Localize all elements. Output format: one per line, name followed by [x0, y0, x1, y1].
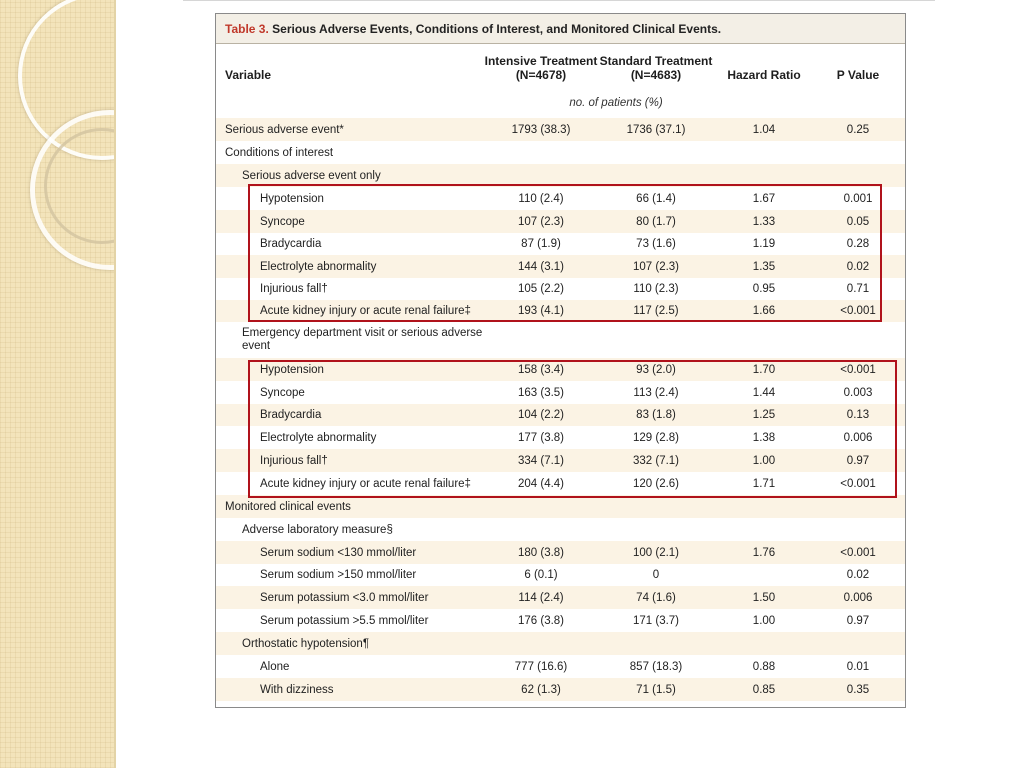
units-caption: no. of patients (%) — [569, 97, 663, 109]
p-value: <0.001 — [840, 305, 876, 317]
row-label: Syncope — [260, 215, 305, 228]
table-row — [216, 404, 905, 426]
p-value: 0.02 — [846, 260, 870, 273]
table-row — [216, 187, 905, 210]
row-label: Orthostatic hypotension¶ — [242, 637, 369, 650]
intensive-value: 6 (0.1) — [524, 569, 558, 581]
standard-value: 129 (2.8) — [632, 431, 680, 444]
row-label: Injurious fall† — [260, 454, 328, 467]
row-label: Injurious fall† — [260, 283, 328, 295]
p-value: 0.006 — [843, 591, 873, 604]
hazard-ratio-value: 1.70 — [752, 363, 776, 376]
standard-value: 73 (1.6) — [636, 238, 676, 250]
standard-value: 857 (18.3) — [629, 660, 683, 673]
header-standard-line2: (N=4683) — [630, 68, 682, 82]
p-value: 0.25 — [846, 123, 870, 136]
intensive-value: 105 (2.2) — [517, 283, 565, 295]
table-row — [216, 358, 905, 381]
row-label: Electrolyte abnormality — [260, 260, 377, 273]
row-label: Monitored clinical events — [225, 500, 351, 513]
intensive-value: 87 (1.9) — [521, 238, 561, 250]
table-row — [216, 141, 905, 164]
intensive-value: 177 (3.8) — [517, 431, 565, 444]
header-intensive-line1: Intensive Treatment — [484, 54, 598, 68]
intensive-value: 104 (2.2) — [517, 409, 565, 421]
row-label: Bradycardia — [260, 238, 322, 250]
table-title — [216, 14, 905, 44]
hazard-ratio-value: 1.76 — [752, 546, 776, 559]
intensive-value: 114 (2.4) — [518, 591, 564, 604]
standard-value: 66 (1.4) — [636, 192, 676, 205]
table-number: Table 3. — [225, 22, 269, 36]
header-p-value: P Value — [836, 68, 880, 82]
p-value: 0.01 — [846, 660, 870, 673]
row-label: Hypotension — [260, 192, 324, 205]
p-value: 0.97 — [846, 614, 870, 627]
p-value: 0.02 — [846, 569, 870, 581]
header-intensive-line2: (N=4678) — [515, 68, 567, 82]
standard-value: 71 (1.5) — [636, 683, 676, 696]
row-label: Serum sodium >150 mmol/liter — [260, 569, 417, 581]
hazard-ratio-value: 1.66 — [752, 305, 776, 317]
intensive-value: 204 (4.4) — [517, 477, 565, 490]
standard-value: 100 (2.1) — [632, 546, 680, 559]
table-row — [216, 381, 905, 404]
p-value: <0.001 — [840, 477, 876, 490]
standard-value: 93 (2.0) — [636, 363, 676, 376]
header-variable: Variable — [225, 68, 272, 82]
intensive-value: 144 (3.1) — [517, 260, 565, 273]
row-label: Acute kidney injury or acute renal failure‡ — [260, 305, 471, 317]
header-hazard-ratio: Hazard Ratio — [727, 68, 801, 82]
standard-value: 120 (2.6) — [632, 477, 680, 490]
intensive-value: 193 (4.1) — [517, 305, 565, 317]
p-value: 0.001 — [843, 192, 873, 205]
hazard-ratio-value: 1.04 — [752, 123, 776, 136]
row-label: Serious adverse event* — [225, 123, 344, 136]
decorative-side-panel — [0, 0, 114, 768]
standard-value: 113 (2.4) — [633, 386, 679, 399]
table-row — [216, 322, 905, 358]
row-label: Electrolyte abnormality — [260, 431, 377, 444]
header-standard-line1: Standard Treatment — [599, 54, 713, 68]
intensive-value: 334 (7.1) — [517, 454, 565, 467]
table-row — [216, 255, 905, 278]
standard-value: 107 (2.3) — [632, 260, 680, 273]
row-label: Serum potassium >5.5 mmol/liter — [260, 614, 429, 627]
standard-value: 171 (3.7) — [632, 614, 680, 627]
row-label: Conditions of interest — [225, 146, 334, 159]
standard-value: 83 (1.8) — [636, 409, 676, 421]
table-row — [216, 541, 905, 564]
table-title-text: Serious Adverse Events, Conditions of Interest, and Monitored Clinical Events. — [272, 22, 722, 36]
p-value: 0.05 — [846, 215, 870, 228]
table-row — [216, 449, 905, 472]
hazard-ratio-value: 1.67 — [752, 192, 776, 205]
hazard-ratio-value: 1.35 — [752, 260, 776, 273]
top-rule — [183, 0, 935, 1]
intensive-value: 107 (2.3) — [517, 215, 565, 228]
intensive-value: 62 (1.3) — [521, 683, 561, 696]
standard-value: 1736 (37.1) — [626, 123, 686, 136]
hazard-ratio-value: 1.00 — [752, 454, 776, 467]
hazard-ratio-value: 1.44 — [752, 386, 776, 399]
table-row — [216, 233, 905, 255]
row-label: With dizziness — [260, 683, 334, 696]
table-row — [216, 564, 905, 586]
p-value: 0.003 — [843, 386, 873, 399]
header-standard — [596, 54, 716, 82]
row-label: Emergency department visit or serious adverse event — [242, 327, 483, 352]
table-row — [216, 472, 905, 495]
row-label: Acute kidney injury or acute renal failure‡ — [260, 477, 471, 490]
table-row — [216, 118, 905, 141]
table-row — [216, 278, 905, 300]
p-value: 0.35 — [846, 683, 870, 696]
standard-value: 110 (2.3) — [633, 283, 679, 295]
intensive-value: 163 (3.5) — [517, 386, 565, 399]
table-row — [216, 300, 905, 322]
adverse-events-table — [215, 13, 906, 708]
p-value: <0.001 — [840, 546, 876, 559]
row-label: Hypotension — [260, 363, 324, 376]
table-row — [216, 518, 905, 541]
hazard-ratio-value: 1.71 — [752, 477, 776, 490]
table-row — [216, 586, 905, 609]
table-row — [216, 655, 905, 678]
table-row — [216, 495, 905, 518]
hazard-ratio-value: 0.88 — [752, 660, 776, 673]
hazard-ratio-value: 1.00 — [752, 614, 776, 627]
standard-value: 0 — [652, 569, 660, 581]
hazard-ratio-value: 1.33 — [752, 215, 776, 228]
hazard-ratio-value: 1.25 — [752, 409, 776, 421]
p-value: <0.001 — [840, 363, 876, 376]
intensive-value: 1793 (38.3) — [511, 123, 571, 136]
hazard-ratio-value: 1.38 — [752, 431, 776, 444]
intensive-value: 180 (3.8) — [517, 546, 565, 559]
standard-value: 117 (2.5) — [633, 305, 679, 317]
intensive-value: 777 (16.6) — [514, 660, 568, 673]
table-row — [216, 632, 905, 655]
table-row — [216, 426, 905, 449]
p-value: 0.28 — [846, 238, 870, 250]
p-value: 0.13 — [846, 409, 870, 421]
row-label: Bradycardia — [260, 409, 322, 421]
table-row — [216, 210, 905, 233]
row-label: Serum potassium <3.0 mmol/liter — [260, 591, 429, 604]
row-label: Adverse laboratory measure§ — [242, 523, 393, 536]
table-row — [216, 609, 905, 632]
hazard-ratio-value: 0.85 — [752, 683, 776, 696]
standard-value: 74 (1.6) — [636, 591, 676, 604]
standard-value: 332 (7.1) — [632, 454, 680, 467]
hazard-ratio-value: 1.50 — [752, 591, 776, 604]
intensive-value: 158 (3.4) — [517, 363, 565, 376]
row-label: Syncope — [260, 386, 305, 399]
p-value: 0.97 — [846, 454, 870, 467]
p-value: 0.006 — [843, 431, 873, 444]
side-panel-edge — [114, 0, 116, 768]
standard-value: 80 (1.7) — [636, 215, 676, 228]
row-label: Serious adverse event only — [242, 169, 381, 182]
row-label: Alone — [260, 660, 290, 673]
intensive-value: 110 (2.4) — [518, 192, 564, 205]
row-label: Serum sodium <130 mmol/liter — [260, 546, 417, 559]
table-row — [216, 678, 905, 701]
p-value: 0.71 — [846, 283, 870, 295]
hazard-ratio-value: 0.95 — [752, 283, 776, 295]
header-intensive — [481, 54, 601, 82]
intensive-value: 176 (3.8) — [517, 614, 565, 627]
table-row — [216, 164, 905, 187]
hazard-ratio-value: 1.19 — [752, 238, 776, 250]
